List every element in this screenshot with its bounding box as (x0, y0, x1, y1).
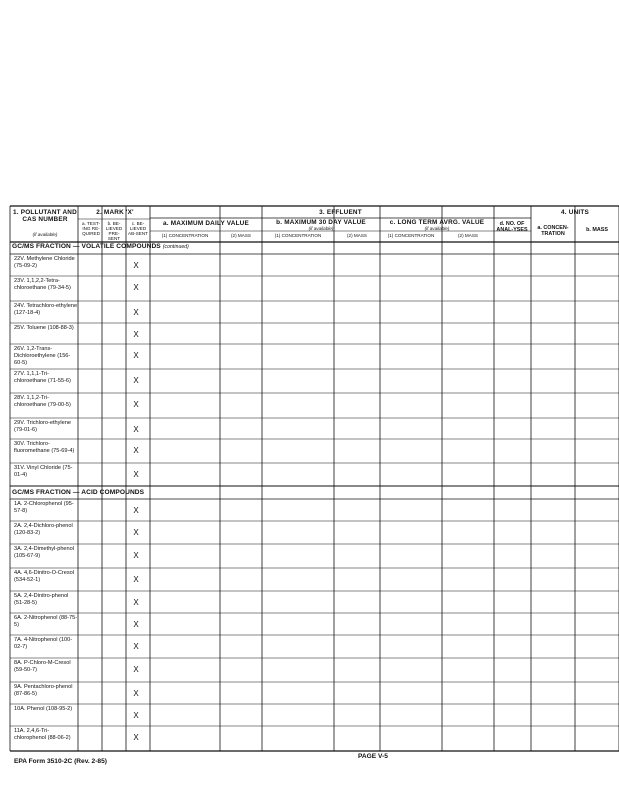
acid-row-label: 1A. 2-Chlorophenol (95-57-8) (14, 501, 74, 514)
acid-row-mark-c[interactable]: X (133, 711, 139, 720)
volatile-row-mark-c[interactable]: X (133, 351, 139, 360)
header-long-term-mass: (2) MASS (458, 233, 478, 238)
header-mark-c: c. BE-LIEVED AB-SENT (128, 221, 148, 236)
volatile-row-label: 30V. Trichloro-fluoromethane (75-69-4) (14, 441, 75, 454)
acid-row-label: 3A. 2,4-Dimethyl-phenol (105-67-9) (14, 546, 75, 559)
acid-row-label: 5A. 2,4-Dinitro-phenol (51-28-5) (14, 593, 69, 606)
header-max-30-mass: (2) MASS (347, 233, 367, 238)
acid-row-mark-c[interactable]: X (133, 575, 139, 584)
header-long-term-note: (if available) (424, 226, 450, 231)
volatile-row-label: 24V. Tetrachloro-ethylene (127-18-4) (14, 303, 78, 316)
acid-row-mark-c[interactable]: X (133, 665, 139, 674)
volatile-row-label: 22V. Methylene Chloride (75-09-2) (14, 256, 75, 269)
volatile-row-mark-c[interactable]: X (133, 425, 139, 434)
header-long-term-conc: (1) CONCENTRATION (387, 233, 435, 238)
header-effluent: 3. EFFLUENT (319, 209, 362, 216)
header-mark-a: a. TEST-ING RE-QUIRED (81, 221, 101, 236)
acid-row-label: 9A. Pentachloro-phenol (87-86-5) (14, 684, 73, 697)
acid-row-label: 8A. P-Chloro-M-Cresol (59-50-7) (14, 660, 71, 673)
form-number: EPA Form 3510-2C (Rev. 2-85) (14, 758, 107, 765)
header-mark-b: b. BE-LIEVED PRE-SENT (105, 221, 123, 241)
volatile-row-label: 29V. Trichloro-ethylene (79-01-6) (14, 420, 72, 433)
volatile-row-mark-c[interactable]: X (133, 376, 139, 385)
header-num-analyses: d. NO. OF ANAL-YSES (496, 221, 528, 233)
volatile-row-mark-c[interactable]: X (133, 400, 139, 409)
volatile-row-mark-c[interactable]: X (133, 330, 139, 339)
header-max-daily-conc: (1) CONCENTRATION (161, 233, 209, 238)
acid-row-label: 11A. 2,4,6-Tri-chlorophenol (88-06-2) (14, 728, 71, 741)
acid-row-label: 4A. 4,6-Dinitro-O-Cresol (534-52-1) (14, 570, 74, 583)
header-max-daily-mass: (2) MASS (231, 233, 251, 238)
volatile-row-label: 26V. 1,2-Trans-Dichloroethylene (156-60-5) (14, 346, 71, 366)
acid-row-mark-c[interactable]: X (133, 689, 139, 698)
volatile-row-mark-c[interactable]: X (133, 446, 139, 455)
section-volatile-title: GC/MS FRACTION — VOLATILE COMPOUNDS (12, 243, 161, 250)
acid-row-mark-c[interactable]: X (133, 598, 139, 607)
header-units: 4. UNITS (561, 209, 589, 216)
header-pollutant-note: (if available) (32, 232, 58, 237)
acid-row-label: 6A. 2-Nitrophenol (88-75-5) (14, 615, 78, 628)
header-units-mass: b. MASS (586, 227, 608, 233)
header-max-daily: a. MAXIMUM DAILY VALUE (163, 220, 249, 227)
volatile-row-mark-c[interactable]: X (133, 261, 139, 270)
section-acid: GC/MS FRACTION — ACID COMPOUNDS (12, 489, 145, 496)
section-volatile (12, 243, 189, 250)
volatile-row-label: 23V. 1,1,2,2-Tetra-chloroethane (79-34-5) (14, 278, 71, 291)
acid-row-mark-c[interactable]: X (133, 506, 139, 515)
acid-row-mark-c[interactable]: X (133, 733, 139, 742)
section-volatile-note: (continued) (162, 244, 189, 250)
header-units-conc: a. CONCEN-TRATION (537, 225, 569, 237)
header-pollutant: 1. POLLUTANT AND CAS NUMBER (13, 209, 77, 223)
acid-row-mark-c[interactable]: X (133, 642, 139, 651)
volatile-row-mark-c[interactable]: X (133, 308, 139, 317)
header-max-30-note: (if available) (308, 226, 334, 231)
volatile-row-mark-c[interactable]: X (133, 283, 139, 292)
volatile-row-label: 31V. Vinyl Chloride (75-01-4) (14, 465, 73, 478)
acid-row-mark-c[interactable]: X (133, 620, 139, 629)
acid-row-label: 2A. 2,4-Dichloro-phenol (120-83-2) (14, 523, 73, 536)
volatile-row-label: 25V. Toluene (108-88-3) (14, 325, 74, 331)
header-max-30-conc: (1) CONCENTRATION (274, 233, 322, 238)
volatile-row-label: 28V. 1,1,2-Tri-chloroethane (79-00-5) (14, 395, 71, 408)
acid-row-label: 7A. 4-Nitrophenol (100-02-7) (14, 637, 73, 650)
acid-row-mark-c[interactable]: X (133, 528, 139, 537)
header-long-term: c. LONG TERM AVRG. VALUE (389, 219, 485, 226)
header-mark: 2. MARK 'X' (96, 209, 134, 216)
volatile-row-label: 27V. 1,1,1-Tri-chloroethane (71-55-6) (14, 371, 71, 384)
page-number: PAGE V-5 (358, 753, 388, 760)
acid-row-label: 10A. Phenol (108-95-2) (14, 706, 73, 712)
volatile-row-mark-c[interactable]: X (133, 470, 139, 479)
acid-row-mark-c[interactable]: X (133, 551, 139, 560)
header-max-30: b. MAXIMUM 30 DAY VALUE (276, 219, 366, 226)
